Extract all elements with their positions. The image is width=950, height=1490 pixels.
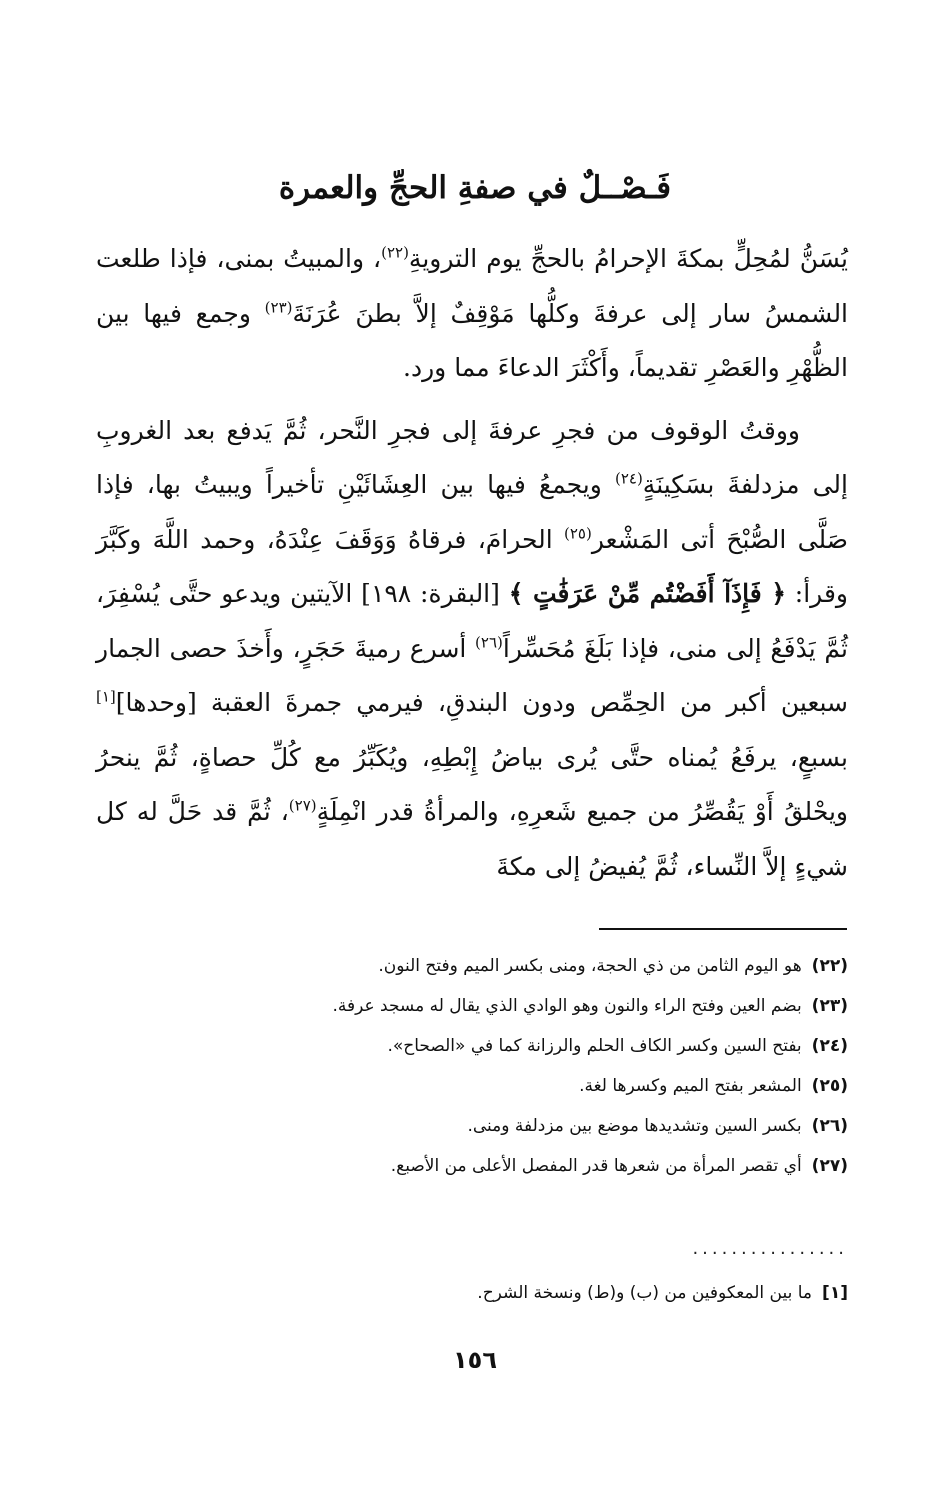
text-segment: بسبعٍ، يرفَعُ يُمناه حتَّى يُرى بياضُ إِبْطِهِ، ويُكَبِّرُ مع كُلِّ حصاةٍ، ثُمَّ ينحرُ ويحْلقُ أَوْ يَقُصِّرُ من جميع شَعرِهِ، والمرأةُ قدر انْمِلَةٍ (96, 742, 848, 826)
quran-quote: ﴿ فَإِذَآ أَفَضْتُم مِّنْ عَرَفَٰتٍ ﴾ (508, 579, 786, 608)
footnote-number: (٢٤) (811, 1036, 848, 1056)
text-segment: ، والمبيتُ بمنى، فإذا طلعت الشمسُ سار إلى عرفةَ وكلُّها مَوْقِفٌ إلاَّ بطنَ عُرَنَةَ (96, 244, 849, 328)
text-segment: أسرع رميةَ حَجَرٍ، وأَخذَ حصى الجمار سبعين أكبر من الحِمِّص ودون البندقِ، فيرمي جمرةَ العقبة [وحدها] (96, 633, 848, 717)
footnote-item (128, 986, 848, 1026)
page-number: ١٥٦ (453, 1346, 497, 1374)
footnote-text: بكسر السين وتشديدها موضع بين مزدلفة ومنى. (467, 1116, 802, 1136)
editor-note (128, 1278, 848, 1308)
footnote-number: (٢٣) (811, 996, 848, 1016)
section-title: فَـصْــلٌ في صفةِ الحجِّ والعمرة (278, 170, 672, 206)
footnote-item (128, 1146, 848, 1186)
editor-note-number: [١] (822, 1283, 848, 1303)
footnote-number: (٢٥) (811, 1076, 848, 1096)
footnote-item (128, 946, 848, 986)
footnotes-list (128, 946, 848, 1186)
footnote-separator-line (599, 928, 847, 930)
text-segment: الحرامَ، فرقاهُ وَوَقَفَ عِنْدَهُ، وحمد اللَّهَ وكَبَّرَ وقرأ: (96, 524, 848, 608)
text-segment: وجمع فيها بين الظُّهْرِ والعَصْرِ تقديماً، وأَكْثَرَ الدعاءَ مما ورد. (96, 298, 848, 382)
footnote-item (128, 1106, 848, 1146)
footnote-reference: (٢٥) (564, 524, 592, 543)
footnote-reference: (٢٦) (475, 633, 503, 652)
footnote-number: (٢٢) (811, 956, 848, 976)
editor-note-text: ما بين المعكوفين من (ب) و(ط) ونسخة الشرح. (477, 1283, 813, 1303)
footnote-text: هو اليوم الثامن من ذي الحجة، ومنى بكسر الميم وفتح النون. (378, 956, 802, 976)
footnote-text: المشعر بفتح الميم وكسرها لغة. (579, 1076, 802, 1096)
footnote-number: (٢٧) (811, 1156, 848, 1176)
text-segment: ووقتُ الوقوف من فجرِ عرفةَ إلى فجرِ النَّحر، ثُمَّ يَدفع بعد الغروبِ إلى مزدلفةَ بسَكِينَةٍ (96, 415, 848, 499)
footnote-reference: (٢٣) (264, 298, 293, 317)
footnote-item (128, 1066, 848, 1106)
text-segment: يُسَنُّ لمُحِلٍّ بمكةَ الإحرامُ بالحجِّ يوم الترويةِ (408, 244, 848, 273)
footnote-item (128, 1026, 848, 1066)
footnote-reference: (٢٢) (381, 243, 409, 262)
footnote-reference: (٢٤) (614, 469, 643, 488)
body-paragraph (96, 404, 848, 895)
editor-notes-separator: ................ (692, 1238, 848, 1259)
text-segment: ، ثُمَّ قد حَلَّ له كل شيءٍ إلاَّ النِّساء، ثُمَّ يُفيضُ إلى مكةَ (96, 797, 848, 881)
main-text (96, 232, 848, 894)
footnote-text: أي تقصر المرأة من شعرها قدر المفصل الأعلى من الأصبع. (390, 1156, 802, 1176)
footnote-number: (٢٦) (811, 1116, 848, 1136)
text-segment: [البقرة: ١٩٨] الآيتين ويدعو حتَّى يُسْفِرَ، ثُمَّ يَدْفَعُ إلى منى، فإذا بَلَغَ مُحَسِّراً (96, 579, 848, 663)
footnote-text: بضم العين وفتح الراء والنون وهو الوادي الذي يقال له مسجد عرفة. (332, 996, 802, 1016)
footnote-text: بفتح السين وكسر الكاف الحلم والرزانة كما في «الصحاح». (387, 1036, 802, 1056)
footnote-reference: (٢٧) (288, 796, 317, 815)
text-segment: ويجمعُ فيها بين العِشَائَيْنِ تأخيراً ويبيتُ بها، فإذا صَلَّى الصُّبْحَ أتى المَشْعر (96, 470, 848, 554)
body-paragraph (96, 232, 848, 396)
footnote-reference: [١] (96, 687, 116, 706)
